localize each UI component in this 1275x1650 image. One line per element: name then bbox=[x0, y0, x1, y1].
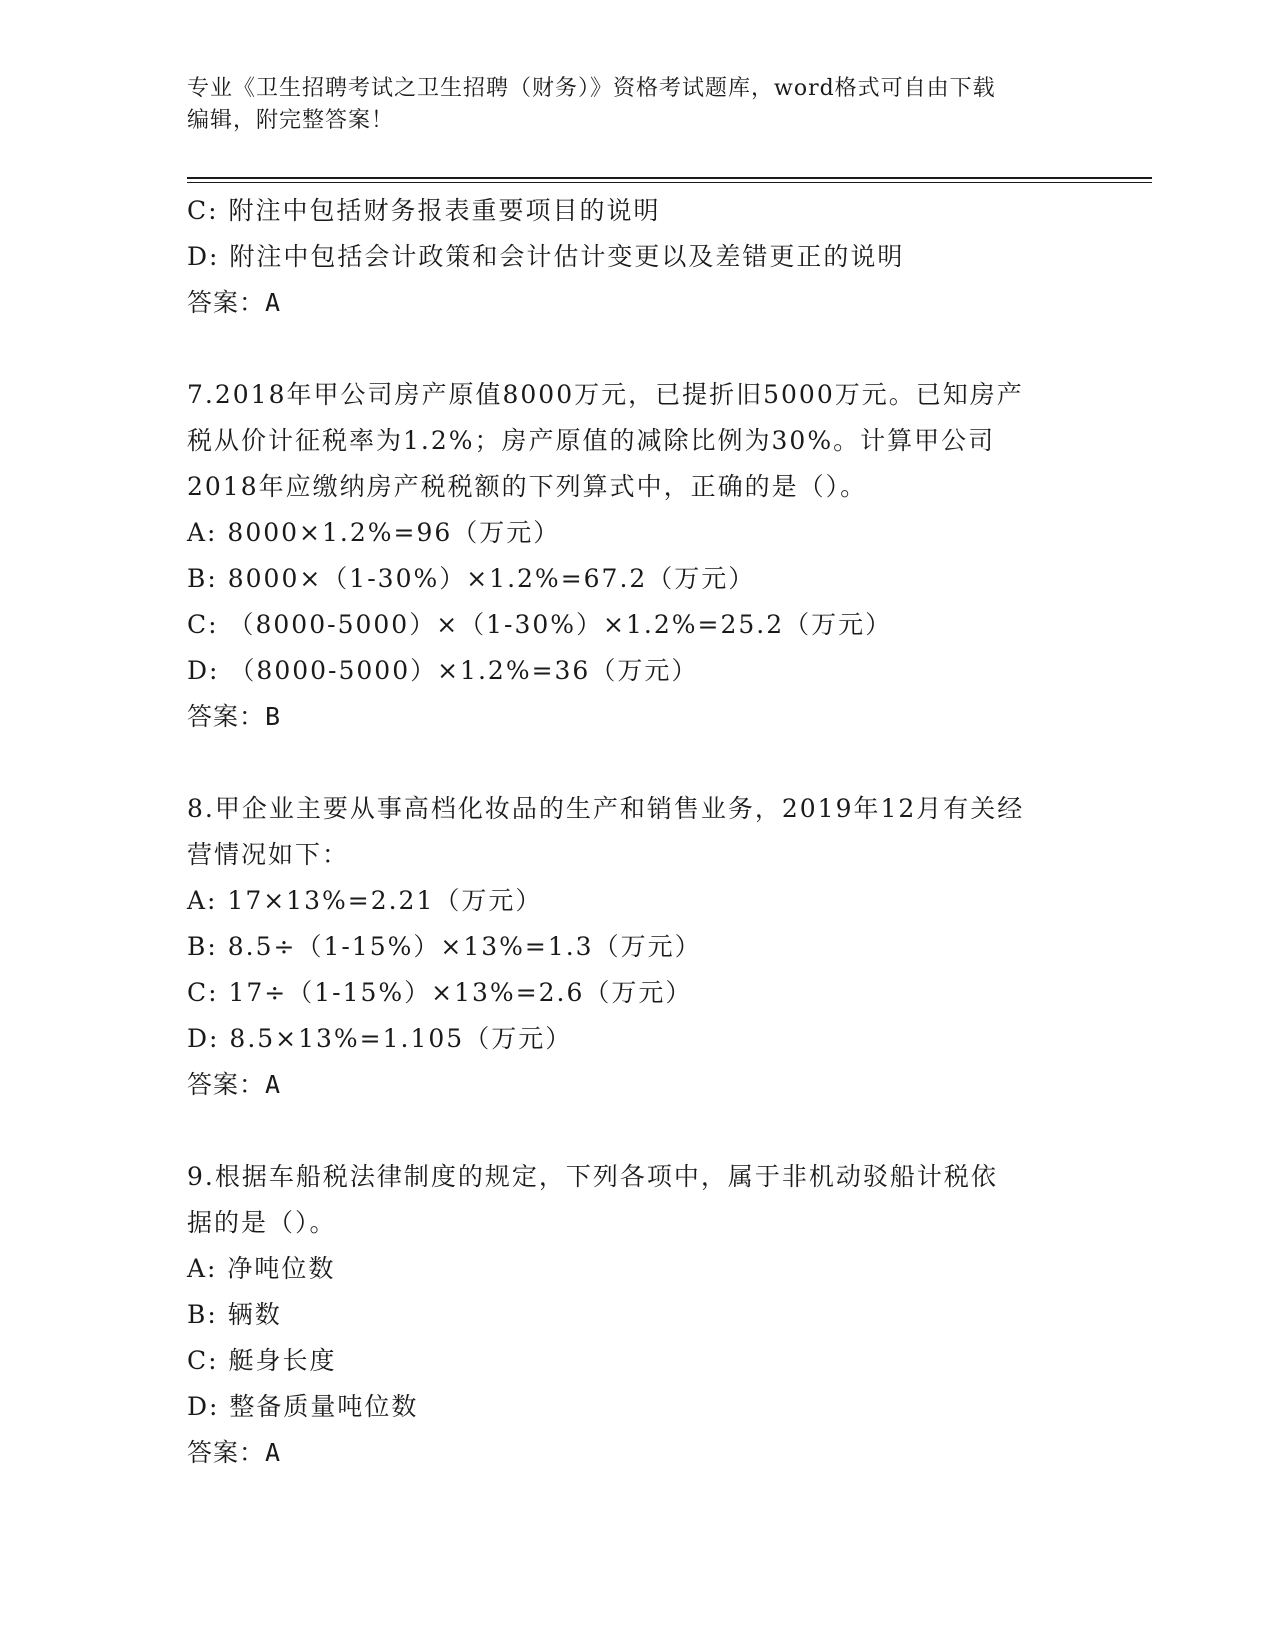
spacer bbox=[187, 1108, 1087, 1154]
header-divider-thin bbox=[187, 182, 1152, 183]
option-d: D: 附注中包括会计政策和会计估计变更以及差错更正的说明 bbox=[187, 242, 905, 271]
option-c: C: 附注中包括财务报表重要项目的说明 bbox=[187, 196, 661, 225]
question-7 bbox=[187, 372, 1087, 740]
question-9 bbox=[187, 1154, 1087, 1476]
answer-label: 答案： bbox=[187, 1070, 266, 1099]
document-body bbox=[187, 188, 1087, 1476]
answer-value: A bbox=[265, 1070, 282, 1099]
question-text-line: 营情况如下： bbox=[187, 840, 350, 869]
answer-line bbox=[187, 1430, 1087, 1476]
option-d: D: 整备质量吨位数 bbox=[187, 1392, 419, 1421]
option-b: B: 辆数 bbox=[187, 1300, 282, 1329]
option-d: D: （8000-5000）×1.2%=36（万元） bbox=[187, 656, 699, 685]
option-a: A: 净吨位数 bbox=[187, 1254, 336, 1283]
option-d: D: 8.5×13%=1.105（万元） bbox=[187, 1024, 573, 1053]
question-text-line: 8.甲企业主要从事高档化妆品的生产和销售业务，2019年12月有关经 bbox=[187, 794, 1025, 823]
question-text-line: 9.根据车船税法律制度的规定，下列各项中，属于非机动驳船计税依 bbox=[187, 1162, 998, 1191]
answer-line bbox=[187, 694, 1087, 740]
answer-value: A bbox=[265, 1438, 282, 1467]
option-c: C: 艇身长度 bbox=[187, 1346, 337, 1375]
option-b: B: 8.5÷（1-15%）×13%=1.3（万元） bbox=[187, 932, 702, 961]
page-header bbox=[187, 73, 1067, 137]
spacer bbox=[187, 740, 1087, 786]
answer-value: B bbox=[265, 702, 282, 731]
answer-value: A bbox=[265, 288, 282, 317]
option-a: A: 8000×1.2%=96（万元） bbox=[187, 518, 561, 547]
option-c: C: （8000-5000）×（1-30%）×1.2%=25.2（万元） bbox=[187, 610, 893, 639]
option-c: C: 17÷（1-15%）×13%=2.6（万元） bbox=[187, 978, 693, 1007]
option-b: B: 8000×（1-30%）×1.2%=67.2（万元） bbox=[187, 564, 756, 593]
question-text-line: 2018年应缴纳房产税税额的下列算式中，正确的是（）。 bbox=[187, 472, 868, 501]
question-6-continuation bbox=[187, 188, 1087, 326]
header-line-2: 编辑，附完整答案！ bbox=[187, 108, 395, 133]
spacer bbox=[187, 326, 1087, 372]
header-line-1: 专业《卫生招聘考试之卫生招聘（财务）》资格考试题库，word格式可自由下载 bbox=[187, 76, 996, 101]
answer-line bbox=[187, 1062, 1087, 1108]
answer-line bbox=[187, 280, 1087, 326]
answer-label: 答案： bbox=[187, 702, 266, 731]
question-text-line: 7.2018年甲公司房产原值8000万元，已提折旧5000万元。已知房产 bbox=[187, 380, 1024, 409]
question-text-line: 税从价计征税率为1.2%；房产原值的减除比例为30%。计算甲公司 bbox=[187, 426, 996, 455]
answer-label: 答案： bbox=[187, 1438, 266, 1467]
question-text-line: 据的是（）。 bbox=[187, 1208, 337, 1237]
answer-label: 答案： bbox=[187, 288, 266, 317]
question-8 bbox=[187, 786, 1087, 1108]
option-a: A: 17×13%=2.21（万元） bbox=[187, 886, 543, 915]
header-divider-thick bbox=[187, 177, 1152, 179]
